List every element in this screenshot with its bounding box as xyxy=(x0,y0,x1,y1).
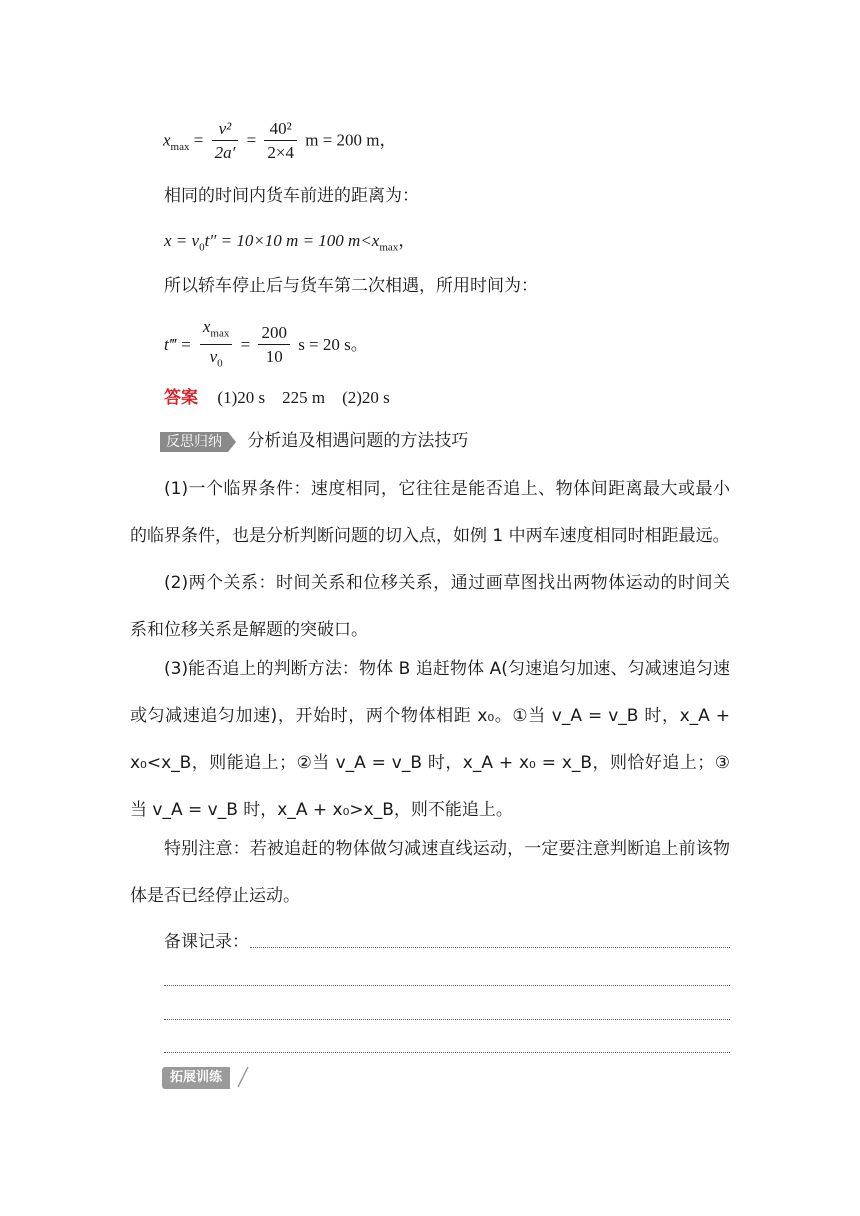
text-line-second-meet: 所以轿车停止后与货车第二次相遇，所用时间为： xyxy=(164,276,538,296)
fraction-denominator xyxy=(200,345,233,375)
fraction-200-over-10 xyxy=(258,322,290,369)
denominator-symbol: v xyxy=(209,347,218,367)
formula-result: m = 200 m， xyxy=(305,130,397,150)
text-line-distance: 相同的时间内货车前进的距离为： xyxy=(164,186,419,206)
notes-label: 备课记录： xyxy=(164,932,249,952)
fraction-v2-over-2a xyxy=(212,118,239,165)
numerator-symbol: x xyxy=(202,317,211,336)
paragraph-text: 特别注意：若被追赶的物体做匀减速直线运动，一定要注意判断追上前该物体是否已经停止运动。 xyxy=(130,839,730,906)
paragraph-text: (3)能否追上的判断方法：物体 B 追赶物体 A(匀速追匀加速、匀减速追匀速或匀减速追匀加速)，开始时，两个物体相距 x₀。①当 v_A = v_B 时，x_A + x₀<x_B，则能追上；②当 v_A = v_B 时，x_A + x₀ = x_B，则恰好追上；③当 v_A = v_B 时，x_A + x₀>x_B，则不能追上。 xyxy=(130,659,730,820)
equals: = xyxy=(240,334,251,354)
fraction-numerator xyxy=(200,316,233,345)
slash-decoration-icon xyxy=(236,1066,250,1088)
notes-line xyxy=(164,985,730,986)
formula-x-distance xyxy=(164,229,415,259)
formula-part: t″ = 10×10 m = 100 m<x xyxy=(204,231,380,250)
formula-time xyxy=(164,316,368,376)
numerator-subscript: max xyxy=(210,327,230,340)
formula-subscript: max xyxy=(379,241,399,254)
fraction-402-over-2x4 xyxy=(264,118,297,165)
reflection-tag: 反思归纳 xyxy=(160,432,228,452)
fraction-numerator: 40² xyxy=(264,118,297,141)
paragraph-critical-condition xyxy=(130,466,730,560)
formula-subscript: max xyxy=(170,140,190,153)
fraction-denominator: 10 xyxy=(265,347,283,367)
reflection-title: 分析追及相遇问题的方法技巧 xyxy=(247,431,469,451)
paragraph-special-note xyxy=(130,826,730,920)
formula-symbol: x xyxy=(163,130,171,150)
extension-training-tag: 拓展训练 xyxy=(162,1067,230,1089)
notes-line xyxy=(164,1019,730,1020)
formula-symbol: t‴ = xyxy=(164,334,192,354)
paragraph-two-relations xyxy=(130,560,730,654)
paragraph-text: (2)两个关系：时间关系和位移关系，通过画草图找出两物体运动的时间关系和位移关系是解题的突破口。 xyxy=(130,573,730,640)
fraction-denominator: 2×4 xyxy=(267,143,294,162)
answer-content: (1)20 s 225 m (2)20 s xyxy=(217,388,390,407)
answer-line xyxy=(164,386,390,410)
denominator-subscript: 0 xyxy=(217,357,223,370)
reflection-heading xyxy=(160,429,468,453)
notes-line xyxy=(164,1052,730,1053)
formula-part: ， xyxy=(398,231,416,250)
fraction-numerator: 200 xyxy=(258,322,290,345)
notes-line xyxy=(250,947,730,948)
formula-part: x = v xyxy=(164,231,200,250)
formula-xmax xyxy=(163,118,397,165)
formula-subscript: 0 xyxy=(199,241,205,254)
equals: = xyxy=(193,130,204,150)
equals: = xyxy=(246,130,257,150)
paragraph-judgement-method xyxy=(130,646,730,834)
paragraph-text: (1)一个临界条件：速度相同，它往往是能否追上、物体间距离最大或最小的临界条件，也是分析判断问题的切入点，如例 1 中两车速度相同时相距最远。 xyxy=(130,479,730,546)
fraction-denominator: 2a′ xyxy=(214,143,236,162)
fraction-xmax-over-v0 xyxy=(200,316,233,376)
fraction-numerator: v² xyxy=(212,118,239,141)
formula-result: s = 20 s。 xyxy=(298,334,368,354)
answer-label: 答案 xyxy=(164,388,198,408)
